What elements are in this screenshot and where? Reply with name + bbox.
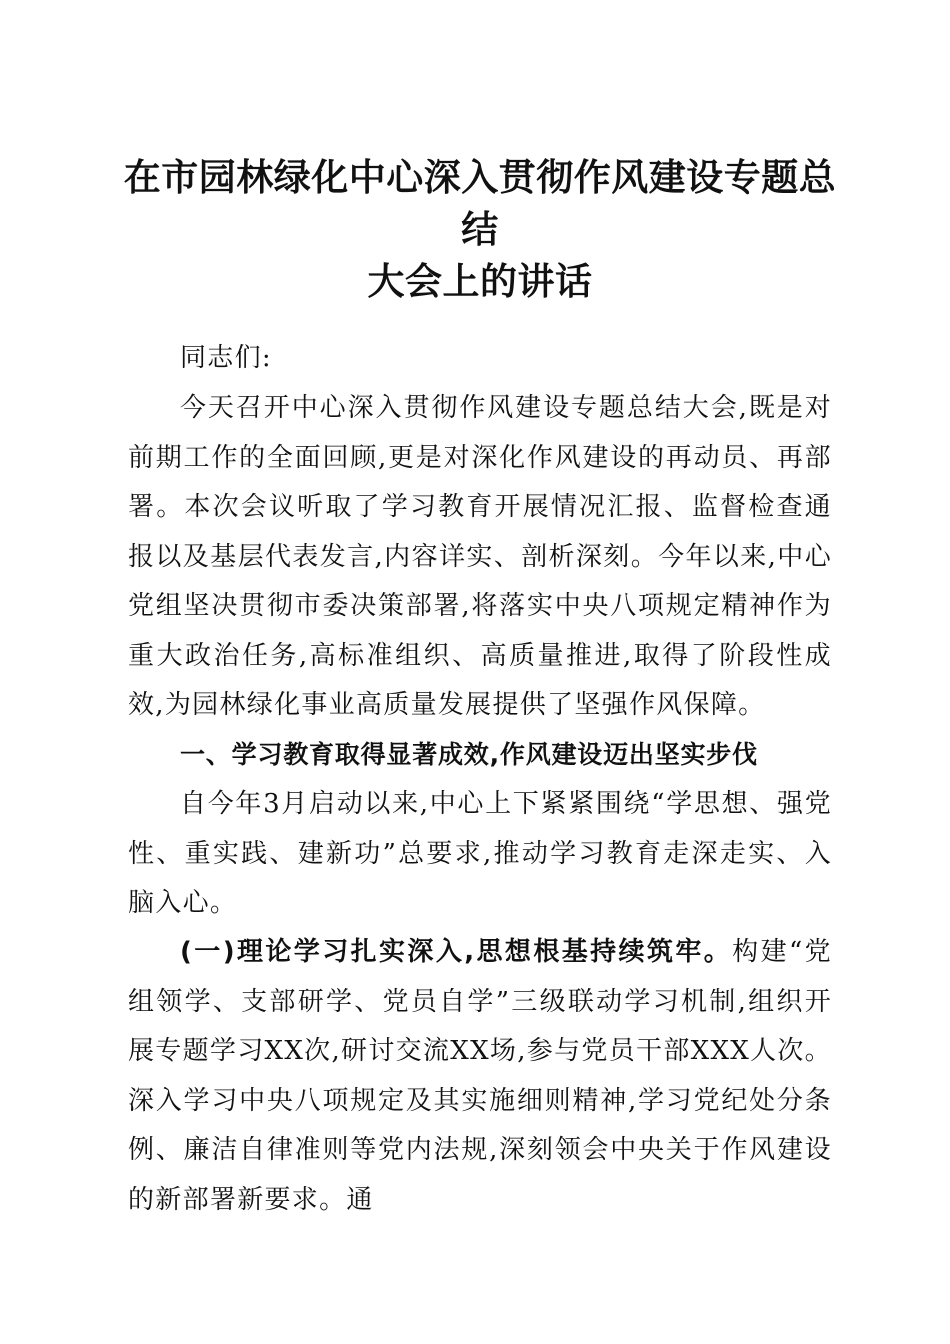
subsection-body: 构建“党组领学、支部研学、党员自学”三级联动学习机制,组织开展专题学习XX次,研讨交流XX场,参与党员干部XXX人次。深入学习中央八项规定及其实施细则精神,学习党纪处分条例、廉洁自律准则等党内法规,深刻领会中央关于作风建设的新部署新要求。通 <box>128 937 832 1215</box>
title-line-2: 大会上的讲话 <box>367 260 593 303</box>
section-heading-1: 一、学习教育取得显著成效,作风建设迈出坚实步伐 <box>180 740 758 769</box>
document-title <box>110 152 850 308</box>
title-line-1: 在市园林绿化中心深入贯彻作风建设专题总结 <box>123 156 837 251</box>
subsection-lead: (一)理论学习扎实深入,思想根基持续筑牢。 <box>180 937 733 967</box>
salutation: 同志们: <box>180 343 272 373</box>
paragraph-intro: 今天召开中心深入贯彻作风建设专题总结大会,既是对前期工作的全面回顾,更是对深化作风建设的再动员、再部署。本次会议听取了学习教育开展情况汇报、监督检查通报以及基层代表发言,内容详实、剖析深刻。今年以来,中心党组坚决贯彻市委决策部署,将落实中央八项规定精神作为重大政治任务,高标准组织、高质量推进,取得了阶段性成效,为园林绿化事业高质量发展提供了坚强作风保障。 <box>128 393 832 720</box>
paragraph-section-1-intro: 自今年3月启动以来,中心上下紧紧围绕“学思想、强党性、重实践、建新功”总要求,推动学习教育走深走实、入脑入心。 <box>128 789 832 918</box>
paragraph-subsection-1 <box>128 928 832 1225</box>
